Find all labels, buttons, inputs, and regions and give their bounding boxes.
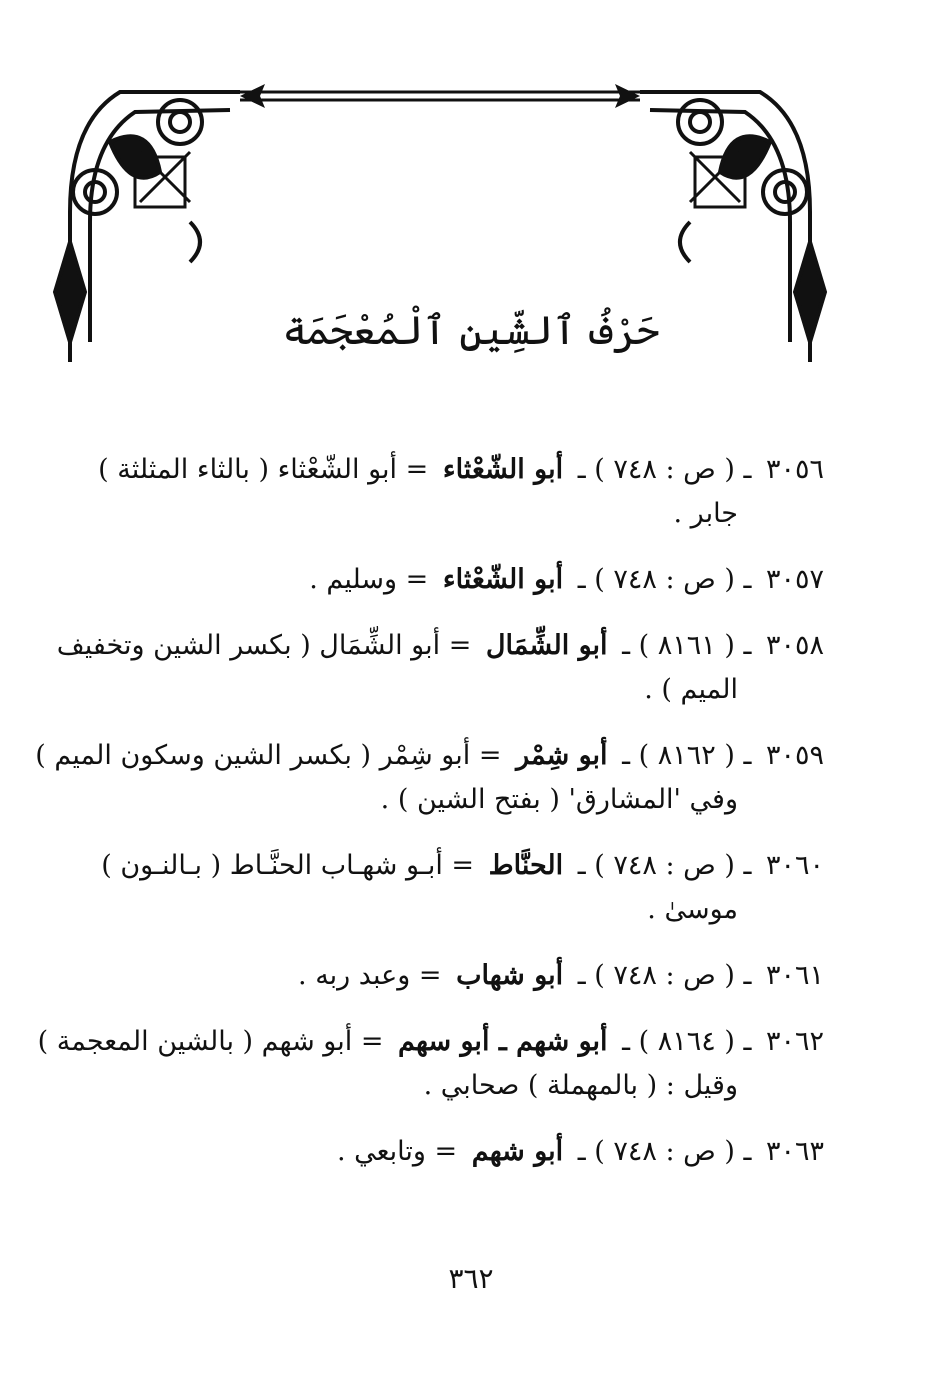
- entry-text: = أبو شهم ( بالشين المعجمة ): [37, 1026, 384, 1057]
- entry-line: [72, 954, 824, 998]
- entry-name: أبو الشّعْثاء: [442, 564, 564, 595]
- entry-3059: [35, 734, 824, 822]
- entry-reference: ـ ( ٨١٦١ ) ـ: [622, 630, 752, 661]
- entry-text: = وعبد ربه .: [298, 960, 442, 991]
- entry-number: ٣٠٦١: [765, 960, 824, 991]
- entry-line: [72, 844, 824, 888]
- entry-line: [72, 1130, 824, 1174]
- entry-text: = أبو الشِّمَال ( بكسر الشين وتخفيف: [56, 630, 472, 661]
- entry-number: ٣٠٦٢: [765, 1026, 824, 1057]
- entry-continuation: وفي 'المشارق' ( بفتح الشين ) .: [380, 784, 738, 815]
- entry-3056: [72, 448, 824, 536]
- entry-continuation: وقيل : ( بالمهملة ) صحابي .: [423, 1070, 738, 1101]
- entry-number: ٣٠٥٧: [765, 564, 824, 595]
- entry-3057: [72, 558, 824, 602]
- entry-reference: ـ ( ص : ٧٤٨ ) ـ: [577, 1136, 752, 1167]
- entry-number: ٣٠٥٨: [765, 630, 824, 661]
- entry-name: أبو شهم: [471, 1136, 564, 1167]
- entry-3062: [37, 1020, 824, 1108]
- entry-number: ٣٠٥٩: [765, 740, 824, 771]
- entry-text: = وتابعي .: [336, 1136, 458, 1167]
- entry-continuation: الميم ) .: [644, 674, 738, 705]
- page-number: ٣٦٢: [448, 1262, 494, 1295]
- entry-name: أبو شهاب: [456, 960, 564, 991]
- entry-line: [56, 624, 824, 668]
- entry-continuation: جابر .: [673, 498, 738, 529]
- entry-name: أبو شِمْر: [516, 740, 608, 771]
- entry-number: ٣٠٦٣: [765, 1136, 824, 1167]
- section-heading: حَرْفُ ٱلشِّينِ ٱلْمُعْجَمَة: [282, 308, 660, 354]
- entry-name: أبو الشّعْثاء: [442, 454, 564, 485]
- entry-reference: ـ ( ص : ٧٤٨ ) ـ: [577, 850, 752, 881]
- entry-3061: [72, 954, 824, 998]
- entry-text: = أبـو شهـاب الحنَّـاط ( بـالنـون ): [101, 850, 475, 881]
- entry-number: ٣٠٦٠: [765, 850, 824, 881]
- entry-continuation: موسىٰ .: [647, 894, 738, 925]
- entry-name: أبو الشِّمَال: [485, 630, 608, 661]
- entry-reference: ـ ( ص : ٧٤٨ ) ـ: [577, 564, 752, 595]
- entry-reference: ـ ( ٨١٦٤ ) ـ: [622, 1026, 752, 1057]
- entry-reference: ـ ( ص : ٧٤٨ ) ـ: [577, 454, 752, 485]
- entry-line: [35, 734, 824, 778]
- entry-name: الحنَّاط: [488, 850, 564, 881]
- entry-3058: [56, 624, 824, 712]
- entry-number: ٣٠٥٦: [765, 454, 824, 485]
- entry-3060: [72, 844, 824, 932]
- entry-reference: ـ ( ص : ٧٤٨ ) ـ: [577, 960, 752, 991]
- entry-reference: ـ ( ٨١٦٢ ) ـ: [622, 740, 752, 771]
- entry-text: = أبو الشّعْثاء ( بالثاء المثلثة ): [98, 454, 429, 485]
- entry-line: [37, 1020, 824, 1064]
- entries-list: [35, 448, 824, 1196]
- entry-name: أبو شهم ـ أبو سهم: [398, 1026, 608, 1057]
- entry-text: = أبو شِمْر ( بكسر الشين وسكون الميم ): [35, 740, 502, 771]
- entry-line: [72, 558, 824, 602]
- ornament-top-rule: [240, 84, 640, 108]
- entry-line: [72, 448, 824, 492]
- entry-text: = وسليم .: [309, 564, 429, 595]
- entry-3063: [72, 1130, 824, 1174]
